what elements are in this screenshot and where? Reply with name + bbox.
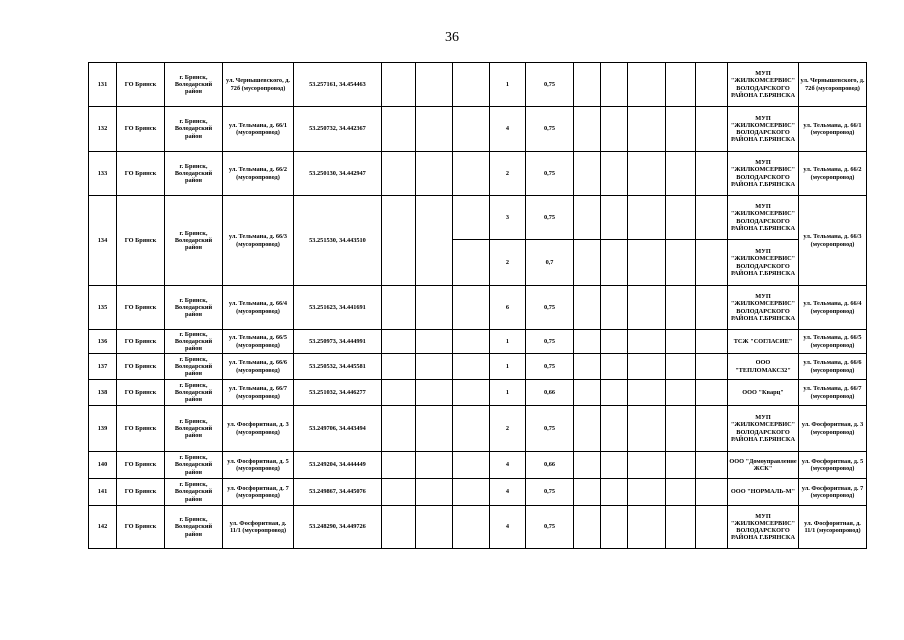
empty-cell (601, 63, 628, 107)
row-number: 140 (89, 452, 117, 479)
empty-cell (453, 286, 490, 330)
municipality: ГО Брянск (117, 107, 165, 152)
row-number: 134 (89, 196, 117, 286)
table-row (89, 107, 867, 152)
page-number: 36 (445, 30, 459, 45)
empty-cell (416, 152, 453, 196)
waste-source: ул. Фосфоритная, д. 7 (мусоропровод) (799, 479, 867, 506)
site-address: ул. Тельмана, д. 66/2 (мусоропровод) (223, 152, 294, 196)
empty-cell (382, 452, 416, 479)
empty-cell (601, 196, 628, 240)
municipality: ГО Брянск (117, 152, 165, 196)
empty-cell (416, 354, 453, 380)
empty-cell (628, 286, 666, 330)
municipality: ГО Брянск (117, 452, 165, 479)
locality (165, 286, 223, 330)
waste-source: ул. Тельмана, д. 66/3 (мусоропровод) (799, 196, 867, 286)
empty-cell (696, 240, 728, 286)
container-volume: 0,75 (526, 196, 574, 240)
empty-cell (628, 152, 666, 196)
district: Володарский район (174, 236, 213, 252)
operator: МУП "ЖИЛКОМСЕРВИС" ВОЛОДАРСКОГО РАЙОНА Г.БРЯНСКА (728, 506, 799, 549)
empty-cell (453, 452, 490, 479)
container-volume: 0,75 (526, 406, 574, 452)
empty-cell (666, 330, 696, 354)
empty-cell (453, 330, 490, 354)
site-address: ул. Тельмана, д. 66/1 (мусоропровод) (223, 107, 294, 152)
empty-cell (696, 452, 728, 479)
empty-cell (628, 240, 666, 286)
site-coordinates: 53.250732, 34.442367 (294, 107, 382, 152)
waste-source: ул. Фосфоритная, д. 3 (мусоропровод) (799, 406, 867, 452)
empty-cell (666, 152, 696, 196)
container-volume: 0,7 (526, 240, 574, 286)
empty-cell (601, 479, 628, 506)
district: Володарский район (174, 80, 213, 96)
municipality: ГО Брянск (117, 196, 165, 286)
empty-cell (601, 240, 628, 286)
container-volume: 0,66 (526, 380, 574, 406)
empty-cell (574, 380, 601, 406)
empty-cell (416, 196, 453, 286)
empty-cell (416, 452, 453, 479)
empty-cell (453, 240, 490, 286)
empty-cell (666, 406, 696, 452)
empty-cell (453, 354, 490, 380)
municipality: ГО Брянск (117, 380, 165, 406)
empty-cell (574, 240, 601, 286)
city: г. Брянск, (179, 454, 208, 462)
empty-cell (666, 107, 696, 152)
locality (165, 152, 223, 196)
empty-cell (453, 152, 490, 196)
empty-cell (628, 452, 666, 479)
empty-cell (382, 380, 416, 406)
empty-cell (628, 479, 666, 506)
empty-cell (382, 107, 416, 152)
city: г. Брянск, (179, 481, 208, 489)
municipality: ГО Брянск (117, 330, 165, 354)
row-number: 135 (89, 286, 117, 330)
locality (165, 330, 223, 354)
district: Володарский район (174, 388, 213, 404)
municipality: ГО Брянск (117, 506, 165, 549)
locality (165, 452, 223, 479)
operator: МУП "ЖИЛКОМСЕРВИС" ВОЛОДАРСКОГО РАЙОНА Г.БРЯНСКА (728, 286, 799, 330)
district: Володарский район (174, 523, 213, 538)
container-count: 2 (490, 152, 526, 196)
waste-source: ул. Тельмана, д. 66/1 (мусоропровод) (799, 107, 867, 152)
locality (165, 354, 223, 380)
table-row (89, 196, 867, 240)
empty-cell (628, 506, 666, 549)
container-count: 6 (490, 286, 526, 330)
empty-cell (382, 196, 416, 286)
row-number: 142 (89, 506, 117, 549)
row-number: 139 (89, 406, 117, 452)
empty-cell (601, 330, 628, 354)
container-volume: 0,75 (526, 479, 574, 506)
operator: МУП "ЖИЛКОМСЕРВИС" ВОЛОДАРСКОГО РАЙОНА Г.БРЯНСКА (728, 152, 799, 196)
site-address: ул. Фосфоритная, д. 11/1 (мусоропровод) (223, 506, 294, 549)
empty-cell (628, 406, 666, 452)
city: г. Брянск, (179, 229, 208, 237)
municipality: ГО Брянск (117, 479, 165, 506)
container-count: 1 (490, 380, 526, 406)
empty-cell (574, 479, 601, 506)
empty-cell (696, 380, 728, 406)
empty-cell (601, 452, 628, 479)
container-volume: 0,75 (526, 107, 574, 152)
row-number: 132 (89, 107, 117, 152)
table-row (89, 330, 867, 354)
container-count: 4 (490, 107, 526, 152)
empty-cell (696, 479, 728, 506)
operator: МУП "ЖИЛКОМСЕРВИС" ВОЛОДАРСКОГО РАЙОНА Г.БРЯНСКА (728, 63, 799, 107)
waste-sites-table (88, 62, 867, 549)
empty-cell (574, 406, 601, 452)
operator: МУП "ЖИЛКОМСЕРВИС" ВОЛОДАРСКОГО РАЙОНА Г.БРЯНСКА (728, 406, 799, 452)
empty-cell (666, 452, 696, 479)
site-address: ул. Тельмана, д. 66/3 (мусоропровод) (223, 196, 294, 286)
empty-cell (601, 406, 628, 452)
site-coordinates: 53.251032, 34.446277 (294, 380, 382, 406)
city: г. Брянск, (179, 296, 208, 304)
site-address: ул. Тельмана, д. 66/7 (мусоропровод) (223, 380, 294, 406)
municipality: ГО Брянск (117, 406, 165, 452)
empty-cell (453, 479, 490, 506)
empty-cell (453, 63, 490, 107)
waste-source: ул. Фосфоритная, д. 11/1 (мусоропровод) (799, 506, 867, 549)
site-coordinates: 53.249204, 34.444449 (294, 452, 382, 479)
empty-cell (696, 107, 728, 152)
site-coordinates: 53.249867, 34.445076 (294, 479, 382, 506)
site-coordinates: 53.250130, 34.442947 (294, 152, 382, 196)
locality (165, 107, 223, 152)
empty-cell (382, 406, 416, 452)
municipality: ГО Брянск (117, 286, 165, 330)
empty-cell (453, 506, 490, 549)
row-number: 131 (89, 63, 117, 107)
empty-cell (601, 506, 628, 549)
operator: ТСЖ "СОГЛАСИЕ" (728, 330, 799, 354)
empty-cell (574, 286, 601, 330)
operator: МУП "ЖИЛКОМСЕРВИС" ВОЛОДАРСКОГО РАЙОНА Г.БРЯНСКА (728, 240, 799, 286)
empty-cell (628, 330, 666, 354)
waste-source: ул. Тельмана, д. 66/4 (мусоропровод) (799, 286, 867, 330)
empty-cell (453, 107, 490, 152)
table-row (89, 63, 867, 107)
empty-cell (416, 406, 453, 452)
site-coordinates: 53.251623, 34.441691 (294, 286, 382, 330)
empty-cell (416, 506, 453, 549)
empty-cell (382, 330, 416, 354)
container-count: 3 (490, 196, 526, 240)
empty-cell (696, 152, 728, 196)
empty-cell (382, 152, 416, 196)
operator: ООО "НОРМАЛЬ-М" (728, 479, 799, 506)
empty-cell (574, 152, 601, 196)
empty-cell (666, 380, 696, 406)
site-coordinates: 53.257161, 34.454463 (294, 63, 382, 107)
empty-cell (666, 286, 696, 330)
municipality: ГО Брянск (117, 354, 165, 380)
container-volume: 0,75 (526, 63, 574, 107)
container-count: 4 (490, 452, 526, 479)
table-row (89, 152, 867, 196)
empty-cell (696, 63, 728, 107)
empty-cell (696, 406, 728, 452)
empty-cell (666, 196, 696, 240)
city: г. Брянск, (179, 417, 208, 425)
row-number: 141 (89, 479, 117, 506)
empty-cell (416, 380, 453, 406)
container-count: 1 (490, 330, 526, 354)
city: г. Брянск, (179, 355, 208, 363)
table-row (89, 452, 867, 479)
container-volume: 0,66 (526, 452, 574, 479)
empty-cell (601, 380, 628, 406)
empty-cell (666, 479, 696, 506)
empty-cell (601, 286, 628, 330)
table-row (89, 479, 867, 506)
table-row (89, 406, 867, 452)
container-count: 4 (490, 506, 526, 549)
operator: ООО "ТЕПЛОМАКС32" (728, 354, 799, 380)
locality (165, 479, 223, 506)
city: г. Брянск, (179, 162, 208, 170)
row-number: 136 (89, 330, 117, 354)
container-count: 2 (490, 240, 526, 286)
operator: ООО "Кварц" (728, 380, 799, 406)
district: Володарский район (174, 362, 213, 378)
table-row (89, 380, 867, 406)
site-coordinates: 53.250973, 34.444991 (294, 330, 382, 354)
row-number: 138 (89, 380, 117, 406)
container-volume: 0,75 (526, 354, 574, 380)
waste-source: ул. Чернышевского, д. 72б (мусоропровод) (799, 63, 867, 107)
empty-cell (601, 107, 628, 152)
row-number: 137 (89, 354, 117, 380)
container-volume: 0,75 (526, 506, 574, 549)
district: Володарский район (174, 303, 213, 319)
site-address: ул. Фосфоритная, д. 5 (мусоропровод) (223, 452, 294, 479)
empty-cell (574, 330, 601, 354)
empty-cell (382, 506, 416, 549)
operator: МУП "ЖИЛКОМСЕРВИС" ВОЛОДАРСКОГО РАЙОНА Г.БРЯНСКА (728, 107, 799, 152)
waste-source: ул. Тельмана, д. 66/6 (мусоропровод) (799, 354, 867, 380)
empty-cell (382, 479, 416, 506)
city: г. Брянск, (179, 73, 208, 81)
city: г. Брянск, (179, 516, 208, 524)
municipality: ГО Брянск (117, 63, 165, 107)
site-address: ул. Чернышевского, д. 72б (мусоропровод) (223, 63, 294, 107)
site-coordinates: 53.248290, 34.449726 (294, 506, 382, 549)
district: Володарский район (174, 337, 213, 353)
locality (165, 380, 223, 406)
locality (165, 406, 223, 452)
site-address: ул. Фосфоритная, д. 3 (мусоропровод) (223, 406, 294, 452)
empty-cell (453, 380, 490, 406)
site-address: ул. Тельмана, д. 66/6 (мусоропровод) (223, 354, 294, 380)
city: г. Брянск, (179, 330, 208, 338)
district: Володарский район (174, 488, 213, 503)
site-coordinates: 53.249706, 34.443494 (294, 406, 382, 452)
empty-cell (453, 196, 490, 240)
empty-cell (696, 286, 728, 330)
empty-cell (382, 63, 416, 107)
city: г. Брянск, (179, 118, 208, 126)
site-address: ул. Тельмана, д. 66/4 (мусоропровод) (223, 286, 294, 330)
city: г. Брянск, (179, 381, 208, 389)
empty-cell (416, 479, 453, 506)
site-address: ул. Фосфоритная, д. 7 (мусоропровод) (223, 479, 294, 506)
site-address: ул. Тельмана, д. 66/5 (мусоропровод) (223, 330, 294, 354)
empty-cell (416, 107, 453, 152)
site-coordinates: 53.250532, 34.445581 (294, 354, 382, 380)
empty-cell (628, 354, 666, 380)
empty-cell (601, 152, 628, 196)
waste-source: ул. Фосфоритная, д. 5 (мусоропровод) (799, 452, 867, 479)
empty-cell (382, 286, 416, 330)
empty-cell (696, 354, 728, 380)
table-row (89, 286, 867, 330)
district: Володарский район (174, 461, 213, 476)
row-number: 133 (89, 152, 117, 196)
waste-source: ул. Тельмана, д. 66/2 (мусоропровод) (799, 152, 867, 196)
empty-cell (696, 196, 728, 240)
empty-cell (666, 354, 696, 380)
operator: ООО "Домоуправление ЖСК" (728, 452, 799, 479)
table-row (89, 506, 867, 549)
empty-cell (416, 330, 453, 354)
locality (165, 63, 223, 107)
empty-cell (416, 286, 453, 330)
waste-source: ул. Тельмана, д. 66/5 (мусоропровод) (799, 330, 867, 354)
table-row (89, 354, 867, 380)
empty-cell (574, 506, 601, 549)
empty-cell (628, 63, 666, 107)
empty-cell (574, 63, 601, 107)
container-volume: 0,75 (526, 286, 574, 330)
container-volume: 0,75 (526, 152, 574, 196)
empty-cell (666, 240, 696, 286)
empty-cell (666, 506, 696, 549)
empty-cell (574, 107, 601, 152)
locality (165, 196, 223, 286)
container-count: 1 (490, 354, 526, 380)
container-count: 4 (490, 479, 526, 506)
empty-cell (453, 406, 490, 452)
empty-cell (601, 354, 628, 380)
district: Володарский район (174, 125, 213, 140)
empty-cell (628, 107, 666, 152)
empty-cell (416, 63, 453, 107)
waste-source: ул. Тельмана, д. 66/7 (мусоропровод) (799, 380, 867, 406)
empty-cell (696, 330, 728, 354)
empty-cell (382, 354, 416, 380)
container-count: 2 (490, 406, 526, 452)
container-volume: 0,75 (526, 330, 574, 354)
district: Володарский район (174, 424, 213, 440)
empty-cell (574, 452, 601, 479)
empty-cell (574, 196, 601, 240)
empty-cell (574, 354, 601, 380)
empty-cell (696, 506, 728, 549)
empty-cell (628, 380, 666, 406)
site-coordinates: 53.251530, 34.443510 (294, 196, 382, 286)
locality (165, 506, 223, 549)
district: Володарский район (174, 169, 213, 185)
operator: МУП "ЖИЛКОМСЕРВИС" ВОЛОДАРСКОГО РАЙОНА Г.БРЯНСКА (728, 196, 799, 240)
empty-cell (666, 63, 696, 107)
container-count: 1 (490, 63, 526, 107)
empty-cell (628, 196, 666, 240)
